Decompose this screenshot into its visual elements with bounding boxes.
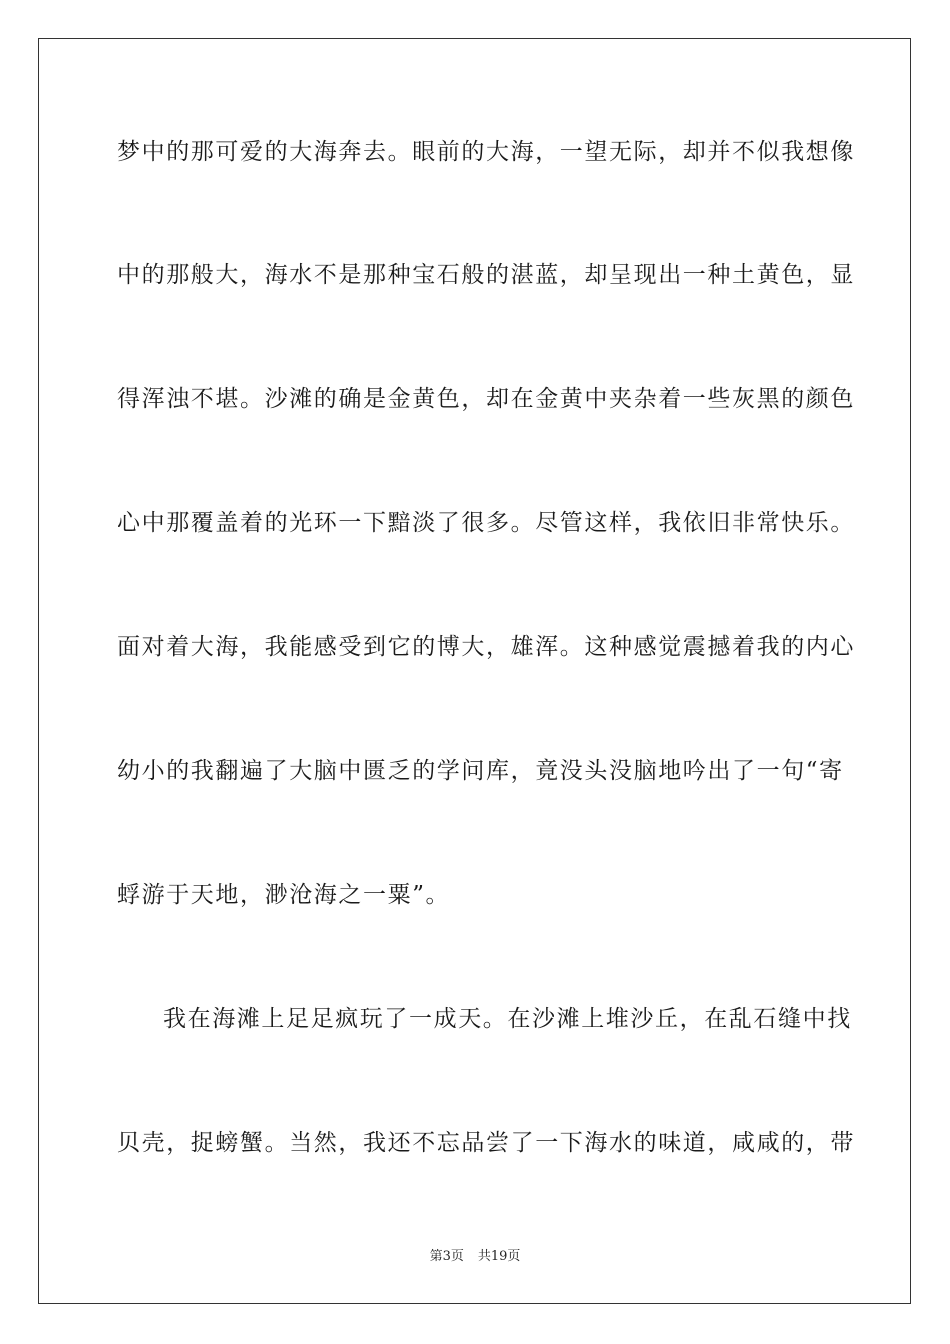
page-number: 第3页 bbox=[429, 1249, 464, 1264]
text-line-2: 中的那般大，海水不是那种宝石般的湛蓝，却呈现出一种土黄色，显 bbox=[117, 262, 855, 288]
text-line-1: 梦中的那可爱的大海奔去。眼前的大海，一望无际，却并不似我想像 bbox=[117, 139, 855, 165]
text-line-7: 蜉游于天地，渺沧海之一粟”。 bbox=[117, 882, 451, 908]
page-border bbox=[38, 38, 911, 1304]
text-line-8: 我在海滩上足足疯玩了一成天。在沙滩上堆沙丘，在乱石缝中找 bbox=[163, 1006, 852, 1032]
text-line-3: 得浑浊不堪。沙滩的确是金黄色，却在金黄中夹杂着一些灰黑的颜色 bbox=[117, 386, 855, 412]
text-line-9: 贝壳，捉螃蟹。当然，我还不忘品尝了一下海水的味道，咸咸的，带 bbox=[117, 1130, 855, 1156]
text-line-5: 面对着大海，我能感受到它的博大，雄浑。这种感觉震撼着我的内心 bbox=[117, 634, 855, 660]
page-footer bbox=[0, 1248, 950, 1266]
page-total: 共19页 bbox=[477, 1249, 521, 1264]
text-line-4: 心中那覆盖着的光环一下黯淡了很多。尽管这样，我依旧非常快乐。 bbox=[117, 510, 855, 536]
text-line-6: 幼小的我翻遍了大脑中匮乏的学问库，竟没头没脑地吟出了一句“寄 bbox=[117, 758, 844, 784]
